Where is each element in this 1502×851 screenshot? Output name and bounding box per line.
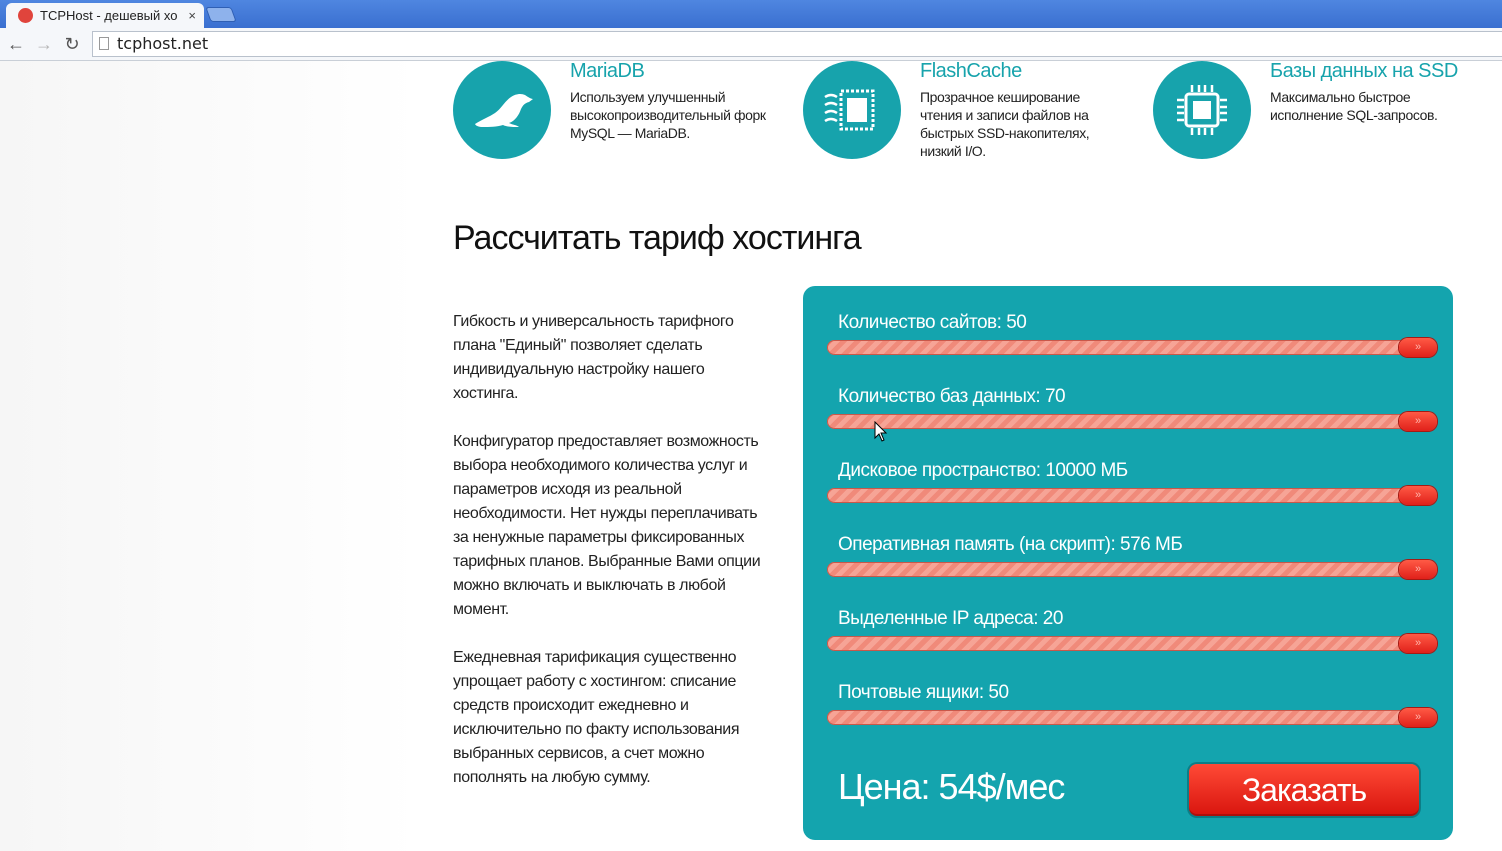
price-text: Цена: 54$/мес [838,766,1065,807]
param-label: Оперативная память (на скрипт): 576 МБ [838,534,1183,555]
tariff-calculator [803,286,1453,840]
address-bar[interactable] [92,31,1502,57]
tab-bar [0,0,1502,28]
param-databases [803,386,1453,460]
feature-title: FlashCache [920,61,1022,82]
slider-handle[interactable]: » [1399,634,1437,653]
browser-toolbar [0,28,1502,61]
back-icon[interactable]: ← [7,34,25,54]
disk-slider[interactable] [827,488,1437,503]
order-button[interactable]: Заказать [1189,764,1419,816]
param-label: Количество баз данных: 70 [838,386,1066,407]
param-disk [803,460,1453,534]
slider-handle[interactable]: » [1399,338,1437,357]
new-tab-button[interactable] [205,7,236,22]
mailboxes-slider[interactable] [827,710,1437,725]
param-label: Выделенные IP адреса: 20 [838,608,1063,629]
feature-title: MariaDB [570,61,645,82]
page-icon [99,37,109,50]
tcphost-favicon-icon [18,8,33,23]
feature-ssd-databases [1153,61,1483,171]
feature-description: Используем улучшенный высокопроизводительный форк MySQL — MariaDB. [570,89,766,141]
databases-slider[interactable] [827,414,1437,429]
url-text: tcphost.net [117,34,209,53]
section-title: Рассчитать тариф хостинга [453,219,861,257]
slider-handle[interactable]: » [1399,560,1437,579]
description-paragraph: Гибкость и универсальность тарифного плана "Единый" позволяет сделать индивидуальную настройку нашего хостинга. [453,313,734,402]
feature-mariadb [453,61,783,171]
reload-icon[interactable]: ↻ [64,34,80,54]
slider-handle[interactable]: » [1399,486,1437,505]
memory-slider[interactable] [827,562,1437,577]
param-sites [803,312,1453,386]
feature-description: Максимально быстрое исполнение SQL-запросов. [1270,89,1438,123]
feature-flashcache [803,61,1133,171]
mouse-cursor-icon [874,421,888,443]
param-label: Дисковое пространство: 10000 МБ [838,460,1128,481]
param-ip [803,608,1453,682]
flashcache-icon [803,61,901,159]
forward-icon[interactable]: → [35,34,53,54]
slider-handle[interactable]: » [1399,708,1437,727]
tab-title: TCPHost - дешевый хо [40,8,178,23]
param-label: Количество сайтов: 50 [838,312,1027,333]
ip-slider[interactable] [827,636,1437,651]
slider-handle[interactable]: » [1399,412,1437,431]
param-label: Почтовые ящики: 50 [838,682,1009,703]
tariff-description [453,310,763,814]
param-memory [803,534,1453,608]
seal-icon [453,61,551,159]
feature-title: Базы данных на SSD [1270,61,1458,82]
description-paragraph: Ежедневная тарификация существенно упрощает работу с хостингом: списание средств происходит ежедневно и исключительно по факту использования выбранных сервисов, а счет можно пополнять на любую сумму. [453,649,740,786]
sites-slider[interactable] [827,340,1437,355]
chip-icon [1153,61,1251,159]
tab-close-icon[interactable]: × [188,8,196,23]
browser-tab[interactable] [6,3,204,28]
description-paragraph: Конфигуратор предоставляет возможность выбора необходимого количества услуг и параметров исходя из реальной необходимости. Нет нужды переплачивать за ненужные параметры фиксированных тарифных планов. Выбранные Вами опции можно включать и выключать в любой момент. [453,433,761,618]
param-mailboxes [803,682,1453,756]
feature-description: Прозрачное кеширование чтения и записи файлов на быстрых SSD-накопителях, низкий I/O. [920,89,1090,159]
page-content [0,61,1502,851]
